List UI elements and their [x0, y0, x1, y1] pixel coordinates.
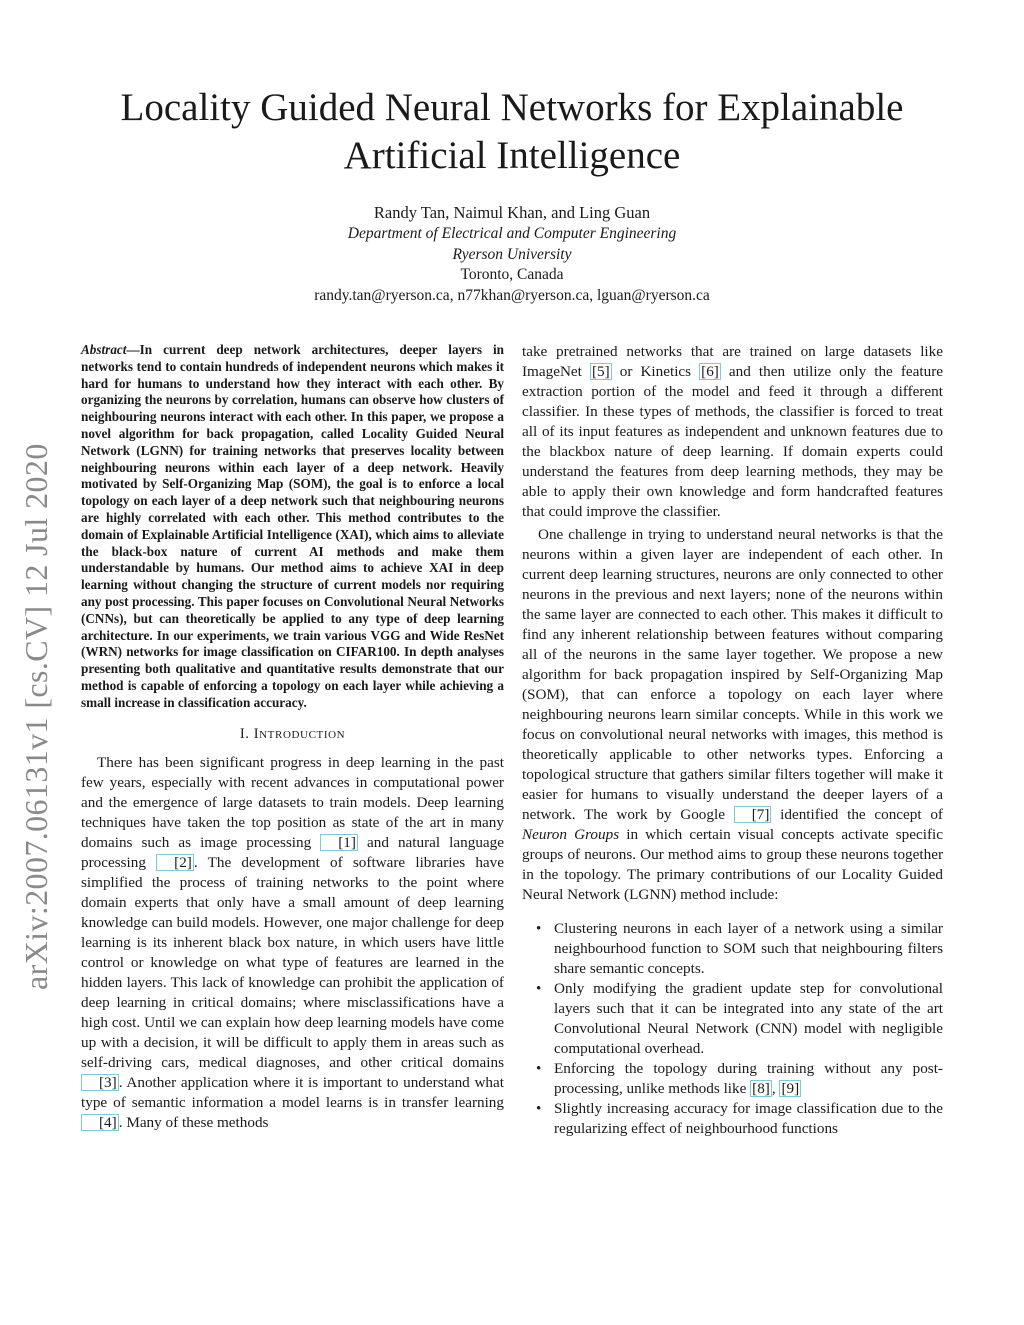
university: Ryerson University: [452, 245, 572, 263]
list-item: • Only modifying the gradient update step for convolutional layers such that it can be integrated into any state of the art Convolutional Neural Network (CNN) model with negligible computational overhead.: [554, 979, 943, 1059]
abstract-label: Abstract: [81, 342, 127, 357]
citation-link[interactable]: [4]: [81, 1114, 119, 1131]
arxiv-identifier: arXiv:2007.06131v1 [cs.CV] 12 Jul 2020: [18, 443, 54, 990]
contributions-list: [522, 919, 943, 1139]
right-column: [522, 342, 943, 1139]
department: Department of Electrical and Computer Engineering: [347, 225, 677, 242]
citation-link[interactable]: [2]: [156, 854, 194, 871]
section-heading-introduction: I. INTRODUCTION: [239, 725, 346, 742]
abstract-body: —In current deep network architectures, deeper layers in networks tend to contain hundreds of independent neurons which makes it hard for humans to understand how they interact with each other. By organizing the neurons by correlation, humans can observe how clusters of neighbouring neurons interact with each other. In this paper, we propose a novel algorithm for back propagation, called Locality Guided Neural Network (LGNN) for training networks that preserves locality between neighbouring neurons within each layer of a deep network. Heavily motivated by Self-Organizing Map (SOM), the goal is to enforce a local topology on each layer of a deep network such that neighbouring neurons are highly correlated with each other. This method contributes to the domain of Explainable Artificial Intelligence (XAI), which aims to alleviate the black-box nature of current AI methods and make them understandable by humans. Our method aims to achieve XAI in deep learning without changing the structure of current models nor requiring any post processing. This paper focuses on Convolutional Neural Networks (CNNs), but can theoretically be applied to any type of deep learning architecture. In our experiments, we train various VGG and Wide ResNet (WRN) networks for image classification on CIFAR100. In depth analyses presenting both qualitative and quantitative results demonstrate that our method is capable of enforcing a topology on each layer while achieving a small increase in classification accuracy.: [81, 342, 504, 710]
citation-link[interactable]: [9]: [781, 1080, 800, 1097]
citation-link[interactable]: [5]: [591, 363, 610, 380]
abstract: [81, 342, 504, 712]
citation-link[interactable]: [3]: [81, 1074, 119, 1091]
list-item: • Enforcing the topology during training without any post-processing, unlike methods like [8] , [9]: [554, 1059, 943, 1099]
intro-paragraph-3: One challenge in trying to understand neural networks is that the neurons within a given layer are independent of each other. In current deep learning structures, neurons are only connected to other neurons in the previous and next layers; none of the neurons within the same layer are connected to each other. This makes it difficult to find any inherent relationship between features without comparing all of the neurons in the same layer together. We propose a new algorithm for back propagation inspired by Self-Organizing Map (SOM), that can enforce a topology on each layer where neighbouring neurons learn similar concepts. While in this work we focus on convolutional neural networks with images, this method is theoretically applicable to other networks types. Enforcing a topological structure that gathers similar filters together will make it easier for humans to visually understand the deeper layers of a network. The work by Google [7] identified the concept of Neuron Groups in which certain visual concepts activate specific groups of neurons. Our method aims to group these neurons together in the topology. The primary contributions of our Locality Guided Neural Network (LGNN) method include:: [522, 526, 943, 903]
citation-link[interactable]: [7]: [734, 806, 772, 823]
title-line-1: Locality Guided Neural Networks for Explainable: [120, 86, 904, 129]
author-block: [200, 202, 824, 306]
intro-paragraph-2: take pretrained networks that are trained on large datasets like ImageNet [5] or Kinetics [6] and then utilize only the feature extraction portion of the model and feed it through a different classifier. In these types of methods, the classifier is forced to treat all of its input features as independent and unknown features due to the blackbox nature of deep learning. If domain experts could understand the features from deep learning methods, they may be able to apply their own knowledge and form handcrafted features that could improve the classifier.: [522, 343, 943, 520]
location: Toronto, Canada: [460, 266, 564, 283]
intro-paragraph-1: There has been significant progress in deep learning in the past few years, especially with recent advances in computational power and the emergence of large datasets to train models. Deep learning techniques have taken the top position as state of the art in many domains such as image processing [1] and natural language processing [2] . The development of software libraries have simplified the process of training networks to the point where domain experts that only have a small amount of deep learning knowledge can build models. However, one major challenge for deep learning is its inherent black box nature, in which users have little control or knowledge on what type of features are learned in the hidden layers. This lack of knowledge can prohibit the application of deep learning in critical domains; where misclassifications have a high cost. Until we can explain how deep learning models have come up with a decision, it will be difficult to apply them in areas such as self-driving cars, medical diagnoses, and other critical domains [3] . Another application where it is important to understand what type of semantic information a model learns is in transfer learning [4] . Many of these methods: [81, 753, 504, 1131]
citation-link[interactable]: [6]: [701, 363, 719, 380]
citation-link[interactable]: [8]: [752, 1080, 770, 1097]
left-column: [81, 342, 504, 1133]
list-item: • Slightly increasing accuracy for image classification due to the regularizing effect of neighbourhood functions: [554, 1099, 943, 1139]
author-names: Randy Tan, Naimul Khan, and Ling Guan: [373, 203, 651, 222]
paper-title: [60, 84, 964, 180]
emails: randy.tan@ryerson.ca, n77khan@ryerson.ca, lguan@ryerson.ca: [314, 286, 710, 304]
list-item: • Clustering neurons in each layer of a network using a similar neighbourhood function to SOM such that neighbouring filters share semantic concepts.: [554, 919, 943, 979]
neuron-groups-term: Neuron Groups: [522, 826, 620, 843]
citation-link[interactable]: [1]: [320, 834, 358, 851]
title-line-2: Artificial Intelligence: [343, 134, 681, 177]
